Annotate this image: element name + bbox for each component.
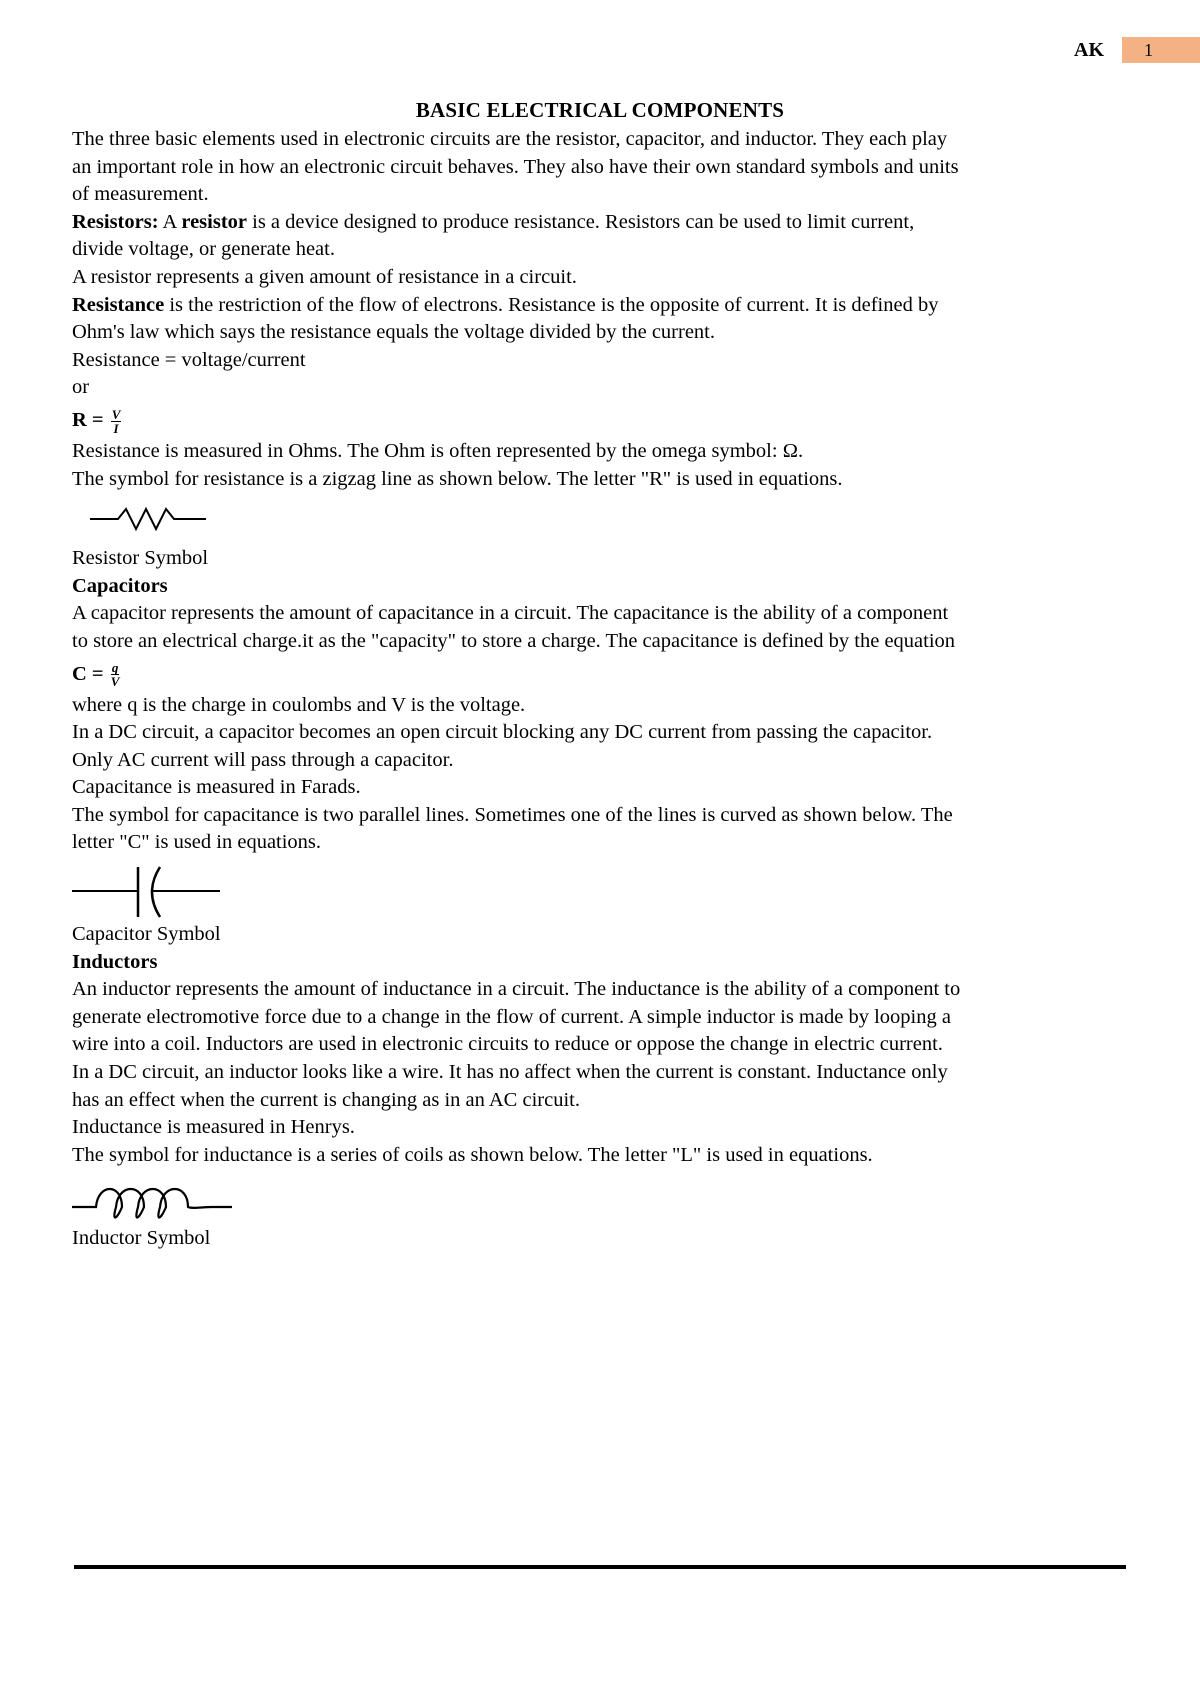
resistance-equation (72, 402, 1132, 438)
fraction-numerator: V (111, 406, 121, 422)
capacitor-symbol-caption: Capacitor Symbol (72, 923, 221, 946)
capacitors-line: letter "C" is used in equations. (72, 831, 322, 854)
capacitors-line: The symbol for capacitance is two parallel lines. Sometimes one of the lines is curved as shown below. The (72, 803, 953, 826)
capacitors-line: where q is the charge in coulombs and V is the voltage. (72, 693, 526, 716)
capacitors-line: Only AC current will pass through a capacitor. (72, 748, 454, 771)
fraction-denominator: I (113, 420, 119, 436)
header-author: AK (1074, 38, 1104, 61)
intro-line: of measurement. (72, 183, 209, 206)
resistors-line: A resistor represents a given amount of resistance in a circuit. (72, 265, 577, 288)
inductors-line: generate electromotive force due to a change in the flow of current. A simple inductor is made by looping a (72, 1005, 951, 1028)
resistors-line: or (72, 376, 90, 399)
inductors-heading: Inductors (72, 950, 158, 973)
capacitors-line: to store an electrical charge.it as the "capacity" to store a charge. The capacitance is defined by the equation (72, 629, 956, 652)
fraction-denominator: V (110, 674, 120, 690)
page-number: 1 (1120, 37, 1200, 63)
text-span: is a device designed to produce resistance. Resistors can be used to limit current, (247, 210, 915, 233)
equation-fraction (111, 661, 120, 688)
resistors-line: The symbol for resistance is a zigzag line as shown below. The letter "R" is used in equations. (72, 467, 843, 490)
text-span: A (158, 210, 182, 233)
inductors-line: wire into a coil. Inductors are used in electronic circuits to reduce or oppose the change in electric current. (72, 1033, 943, 1056)
inductors-line: An inductor represents the amount of inductance in a circuit. The inductance is the ability of a component to (72, 978, 961, 1001)
inductors-line: The symbol for inductance is a series of coils as shown below. The letter "L" is used in equations. (72, 1143, 873, 1166)
capacitance-equation (72, 656, 1132, 692)
resistance-term: Resistance (72, 293, 165, 316)
inductors-line: In a DC circuit, an inductor looks like a wire. It has no affect when the current is constant. Inductance only (72, 1061, 948, 1084)
equation-lhs: R = (72, 408, 109, 431)
capacitor-symbol-icon (72, 857, 232, 921)
page-header (1074, 36, 1200, 64)
text-span: is the restriction of the flow of electrons. Resistance is the opposite of current. It is defined by (164, 293, 939, 316)
document-body (72, 126, 1132, 1253)
resistors-line: divide voltage, or generate heat. (72, 238, 335, 261)
capacitors-line: In a DC circuit, a capacitor becomes an open circuit blocking any DC current from passing the capacitor. (72, 721, 933, 744)
resistor-symbol-icon (72, 493, 232, 545)
inductor-symbol-caption: Inductor Symbol (72, 1227, 211, 1250)
resistors-line: Resistance is measured in Ohms. The Ohm is often represented by the omega symbol: Ω. (72, 439, 804, 462)
inductors-line: has an effect when the current is changing as in an AC circuit. (72, 1088, 580, 1111)
fraction-numerator: q (111, 660, 119, 676)
equation-fraction (111, 408, 122, 435)
intro-line: an important role in how an electronic circuit behaves. They also have their own standard symbols and units (72, 155, 959, 178)
inductors-line: Inductance is measured in Henrys. (72, 1116, 355, 1139)
equation-lhs: C = (72, 662, 109, 685)
resistor-symbol-caption: Resistor Symbol (72, 547, 209, 570)
inductor-symbol-icon (72, 1169, 252, 1225)
capacitors-heading: Capacitors (72, 574, 168, 597)
capacitors-line: A capacitor represents the amount of capacitance in a circuit. The capacitance is the ability of a component (72, 602, 949, 625)
resistance-definition (72, 292, 1132, 320)
resistors-line: Resistance = voltage/current (72, 348, 306, 371)
resistors-heading: Resistors: (72, 210, 159, 233)
resistor-term: resistor (181, 210, 247, 233)
capacitors-line: Capacitance is measured in Farads. (72, 776, 361, 799)
resistors-line: Ohm's law which says the resistance equals the voltage divided by the current. (72, 321, 715, 344)
footer-rule (74, 1565, 1126, 1569)
intro-line: The three basic elements used in electronic circuits are the resistor, capacitor, and inductor. They each play (72, 128, 948, 150)
document-title: BASIC ELECTRICAL COMPONENTS (415, 98, 785, 122)
resistors-paragraph (72, 209, 1132, 237)
